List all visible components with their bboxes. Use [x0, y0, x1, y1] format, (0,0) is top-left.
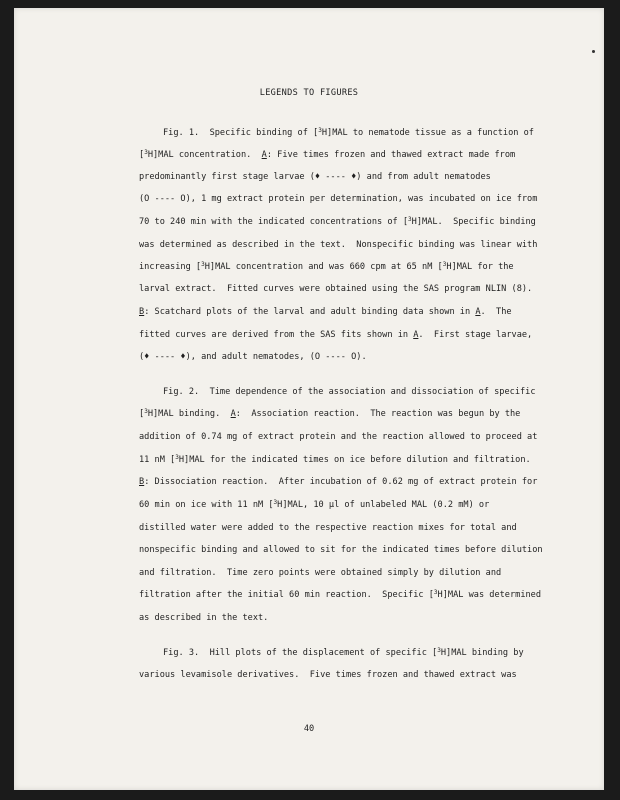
fig2-line-7: distilled water were added to the respective reaction mixes for total and — [139, 523, 517, 533]
fig1-line-5: 70 to 240 min with the indicated concentrations of [$^3$H]MAL. Specific binding — [139, 216, 536, 227]
fig2-line-9: and filtration. Time zero points were obtained simply by dilution and — [139, 568, 502, 578]
fig3-line-1: Fig. 3. Hill plots of the displacement of specific [$^3$H]MAL binding by — [163, 647, 524, 658]
speck-mark — [592, 50, 595, 53]
fig1-line-8: larval extract. Fitted curves were obtained using the SAS program NLIN (8). — [139, 284, 533, 294]
fig1-line-3: predominantly first stage larvae (♦ ---- ♦) and from adult nematodes — [139, 172, 491, 182]
document-page — [14, 8, 604, 790]
fig1-line-6: was determined as described in the text. Nonspecific binding was linear with — [139, 240, 538, 250]
fig1-line-1: Fig. 1. Specific binding of [$^3$H]MAL to nematode tissue as a function of — [163, 127, 534, 138]
fig2-line-11: as described in the text. — [139, 613, 269, 623]
fig2-line-1: Fig. 2. Time dependence of the association and dissociation of specific — [163, 387, 536, 397]
fig2-line-10: filtration after the initial 60 min reaction. Specific [$^3$H]MAL was determined — [139, 589, 542, 600]
page-title: LEGENDS TO FIGURES — [259, 88, 359, 98]
fig1-line-4: (O ---- O), 1 mg extract protein per determination, was incubated on ice from — [139, 194, 538, 204]
fig2-line-3: addition of 0.74 mg of extract protein and the reaction allowed to proceed at — [139, 432, 538, 442]
fig1-line-11: (♦ ---- ♦), and adult nematodes, (O ---- O). — [139, 352, 367, 362]
fig3-line-2: various levamisole derivatives. Five times frozen and thawed extract was — [139, 670, 517, 680]
fig2-line-5: B: Dissociation reaction. After incubation of 0.62 mg of extract protein for — [139, 477, 538, 487]
fig2-line-4: 11 nM [$^3$H]MAL for the indicated times on ice before dilution and filtration. — [139, 454, 531, 465]
fig1-line-9: B: Scatchard plots of the larval and adult binding data shown in A. The — [139, 307, 512, 317]
fig1-line-10: fitted curves are derived from the SAS fits shown in A. First stage larvae, — [139, 330, 533, 340]
fig2-line-6: 60 min on ice with 11 nM [$^3$H]MAL, 10 µl of unlabeled MAL (0.2 mM) or — [139, 499, 490, 510]
fig2-line-2: [$^3$H]MAL binding. A: Association reaction. The reaction was begun by the — [139, 408, 521, 419]
fig1-line-2: [$^3$H]MAL concentration. A: Five times frozen and thawed extract made from — [139, 149, 516, 160]
fig1-line-7: increasing [$^3$H]MAL concentration and was 660 cpm at 65 nM [$^3$H]MAL for the — [139, 261, 514, 272]
page-number: 40 — [303, 724, 315, 734]
fig2-line-8: nonspecific binding and allowed to sit for the indicated times before dilution — [139, 545, 543, 555]
